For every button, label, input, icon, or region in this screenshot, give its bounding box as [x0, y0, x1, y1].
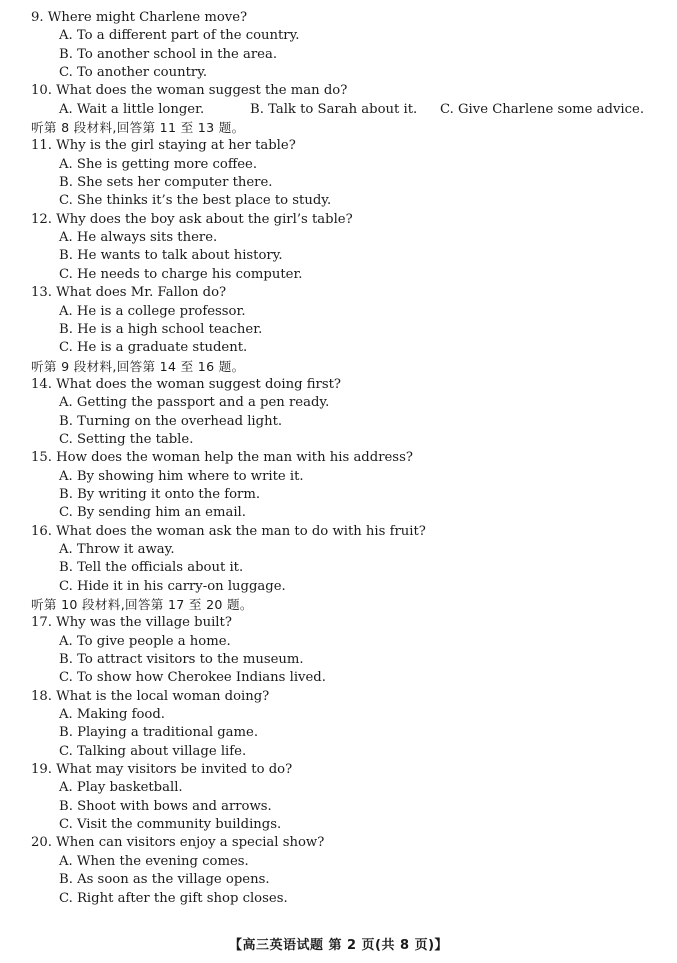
answer-option: C. To another country.	[59, 65, 208, 81]
answer-option: C. Visit the community buildings.	[59, 817, 282, 833]
answer-option: B. Playing a traditional game.	[59, 725, 259, 741]
answer-option: C. Hide it in his carry-on luggage.	[59, 578, 286, 594]
answer-option: B. To another school in the area.	[59, 46, 278, 62]
page-footer: 【高三英语试题 第 2 页(共 8 页)】	[228, 938, 449, 953]
answer-option: B. He wants to talk about history.	[59, 248, 283, 264]
answer-option: A. She is getting more coffee.	[59, 156, 258, 172]
answer-option: B. She sets her computer there.	[59, 175, 273, 191]
answer-option: A. Throw it away.	[59, 541, 175, 557]
answer-option: A. Wait a little longer.	[59, 101, 205, 117]
answer-option: A. When the evening comes.	[59, 853, 249, 869]
answer-option: B. He is a high school teacher.	[59, 321, 263, 337]
answer-option: B. Talk to Sarah about it.	[250, 101, 418, 117]
question-stem: 13. What does Mr. Fallon do?	[31, 285, 227, 301]
question-stem: 20. When can visitors enjoy a special show?	[31, 835, 325, 851]
answer-option: C. He is a graduate student.	[59, 340, 248, 356]
answer-option: C. By sending him an email.	[59, 505, 246, 521]
answer-option: A. To a different part of the country.	[59, 28, 300, 44]
question-stem: 11. Why is the girl staying at her table?	[31, 138, 296, 154]
section-instruction: 听第 9 段材料,回答第 14 至 16 题。	[31, 358, 245, 374]
question-stem: 18. What is the local woman doing?	[31, 688, 270, 704]
answer-option: A. Making food.	[59, 707, 166, 723]
answer-option: B. To attract visitors to the museum.	[59, 652, 304, 668]
question-stem: 10. What does the woman suggest the man do?	[31, 83, 348, 99]
option-row	[0, 101, 677, 119]
section-instruction: 听第 8 段材料,回答第 11 至 13 题。	[31, 120, 245, 136]
exam-page	[0, 9, 677, 908]
question-stem: 15. How does the woman help the man with his address?	[31, 450, 413, 466]
section-instruction: 听第 10 段材料,回答第 17 至 20 题。	[31, 597, 253, 612]
answer-option: A. He always sits there.	[59, 230, 218, 246]
answer-option: C. Give Charlene some advice.	[440, 101, 645, 117]
answer-option: C. She thinks it’s the best place to study.	[59, 193, 332, 209]
answer-option: B. As soon as the village opens.	[59, 872, 270, 888]
answer-option: B. Turning on the overhead light.	[59, 413, 283, 429]
answer-option: A. Getting the passport and a pen ready.	[59, 395, 330, 411]
answer-option: B. Shoot with bows and arrows.	[59, 798, 272, 814]
answer-option: C. Talking about village life.	[59, 743, 247, 759]
answer-option: A. He is a college professor.	[59, 303, 246, 319]
answer-option: B. Tell the officials about it.	[59, 560, 244, 576]
question-stem: 16. What does the woman ask the man to do with his fruit?	[31, 523, 426, 539]
question-stem: 19. What may visitors be invited to do?	[31, 762, 293, 778]
question-stem: 9. Where might Charlene move?	[31, 10, 248, 25]
answer-option: C. To show how Cherokee Indians lived.	[59, 670, 326, 686]
question-stem: 17. Why was the village built?	[31, 615, 232, 631]
question-stem: 14. What does the woman suggest doing first?	[31, 376, 341, 392]
question-stem: 12. Why does the boy ask about the girl’s table?	[31, 211, 353, 227]
answer-option: B. By writing it onto the form.	[59, 486, 261, 502]
answer-option: A. To give people a home.	[59, 633, 231, 649]
answer-option: A. By showing him where to write it.	[59, 468, 304, 484]
answer-option: C. Setting the table.	[59, 431, 194, 447]
answer-option: A. Play basketball.	[59, 780, 183, 796]
answer-option: C. Right after the gift shop closes.	[59, 890, 288, 906]
answer-option: C. He needs to charge his computer.	[59, 266, 303, 282]
